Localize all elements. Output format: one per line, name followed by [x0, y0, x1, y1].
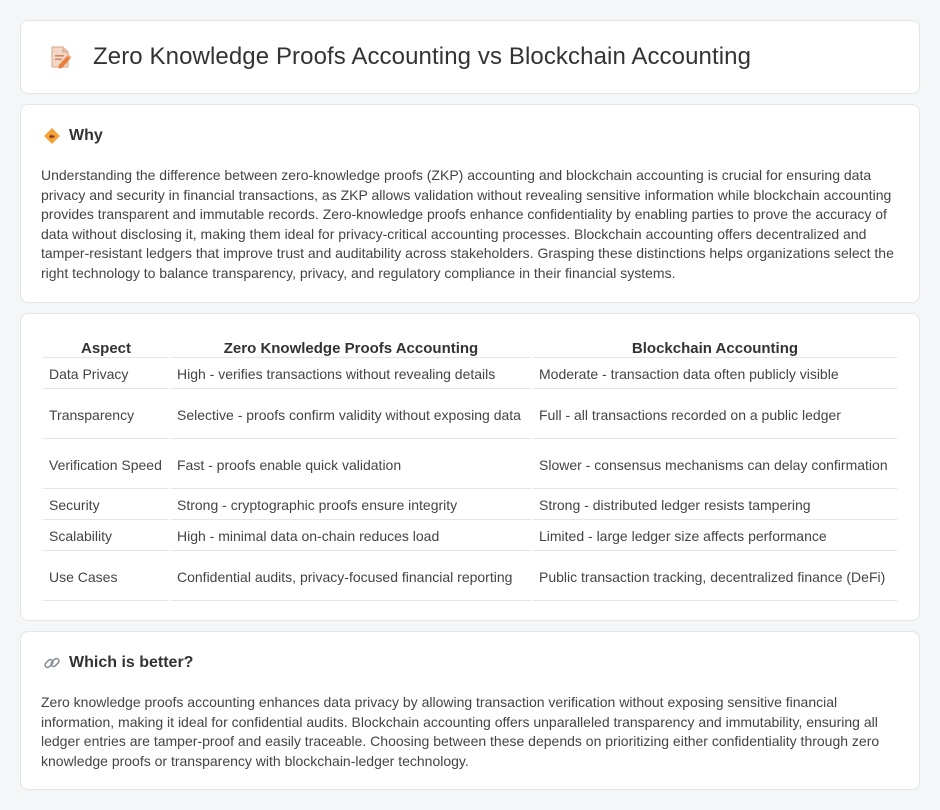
aspect-cell: Transparency — [43, 391, 169, 439]
diamond-sign-icon — [43, 127, 61, 145]
table-row — [43, 391, 897, 439]
title-card — [20, 20, 920, 94]
zkp-cell: Confidential audits, privacy-focused financial reporting — [171, 553, 531, 601]
why-paragraph: Understanding the difference between zero-knowledge proofs (ZKP) accounting and blockchain accounting is crucial for ensuring data privacy and security in financial transactions, as ZKP allows validation without revealing sensitive information while blockchain accounting provides transparent and immutable records. Zero-knowledge proofs enhance confidentiality by enabling parties to prove the accuracy of data without disclosing it, making them ideal for privacy-critical accounting processes. Blockchain accounting offers decentralized and tamper-resistant ledgers that improve trust and auditability across stakeholders. Grasping these distinctions helps organizations select the right technology to balance transparency, privacy, and regulatory compliance in their financial systems. — [41, 167, 894, 281]
blockchain-cell: Public transaction tracking, decentralized finance (DeFi) — [533, 553, 897, 601]
why-heading-row — [43, 127, 103, 145]
why-card — [20, 104, 920, 303]
header-aspect: Aspect — [43, 336, 169, 358]
blockchain-cell: Full - all transactions recorded on a public ledger — [533, 391, 897, 439]
comparison-card — [20, 313, 920, 621]
better-card — [20, 631, 920, 790]
aspect-cell: Data Privacy — [43, 360, 169, 389]
link-icon — [43, 654, 61, 672]
zkp-cell: Selective - proofs confirm validity without exposing data — [171, 391, 531, 439]
blockchain-cell: Moderate - transaction data often publicly visible — [533, 360, 897, 389]
why-heading: Why — [69, 127, 103, 144]
table-row — [43, 360, 897, 389]
zkp-cell: High - verifies transactions without revealing details — [171, 360, 531, 389]
table-header-row — [43, 336, 897, 358]
zkp-cell: Strong - cryptographic proofs ensure integrity — [171, 491, 531, 520]
better-heading: Which is better? — [69, 654, 194, 671]
table-row — [43, 553, 897, 601]
table-row — [43, 522, 897, 551]
document-edit-icon — [47, 44, 73, 70]
blockchain-cell: Slower - consensus mechanisms can delay confirmation — [533, 441, 897, 489]
table-row — [43, 491, 897, 520]
aspect-cell: Security — [43, 491, 169, 520]
zkp-cell: Fast - proofs enable quick validation — [171, 441, 531, 489]
aspect-cell: Verification Speed — [43, 441, 169, 489]
comparison-table — [41, 334, 899, 603]
table-row — [43, 441, 897, 489]
blockchain-cell: Limited - large ledger size affects performance — [533, 522, 897, 551]
header-blockchain: Blockchain Accounting — [533, 336, 897, 358]
aspect-cell: Use Cases — [43, 553, 169, 601]
blockchain-cell: Strong - distributed ledger resists tampering — [533, 491, 897, 520]
better-paragraph: Zero knowledge proofs accounting enhances data privacy by allowing transaction verification without exposing sensitive financial information, making it ideal for confidential audits. Blockchain accounting offers unparalleled transparency and immutability, ensuring all ledger entries are tamper-proof and easily traceable. Choosing between these depends on prioritizing either confidentiality through zero knowledge proofs or transparency with blockchain-ledger technology. — [41, 694, 880, 769]
page-title: Zero Knowledge Proofs Accounting vs Blockchain Accounting — [93, 43, 752, 70]
aspect-cell: Scalability — [43, 522, 169, 551]
better-heading-row — [43, 654, 193, 672]
zkp-cell: High - minimal data on-chain reduces load — [171, 522, 531, 551]
header-zkp: Zero Knowledge Proofs Accounting — [171, 336, 531, 358]
